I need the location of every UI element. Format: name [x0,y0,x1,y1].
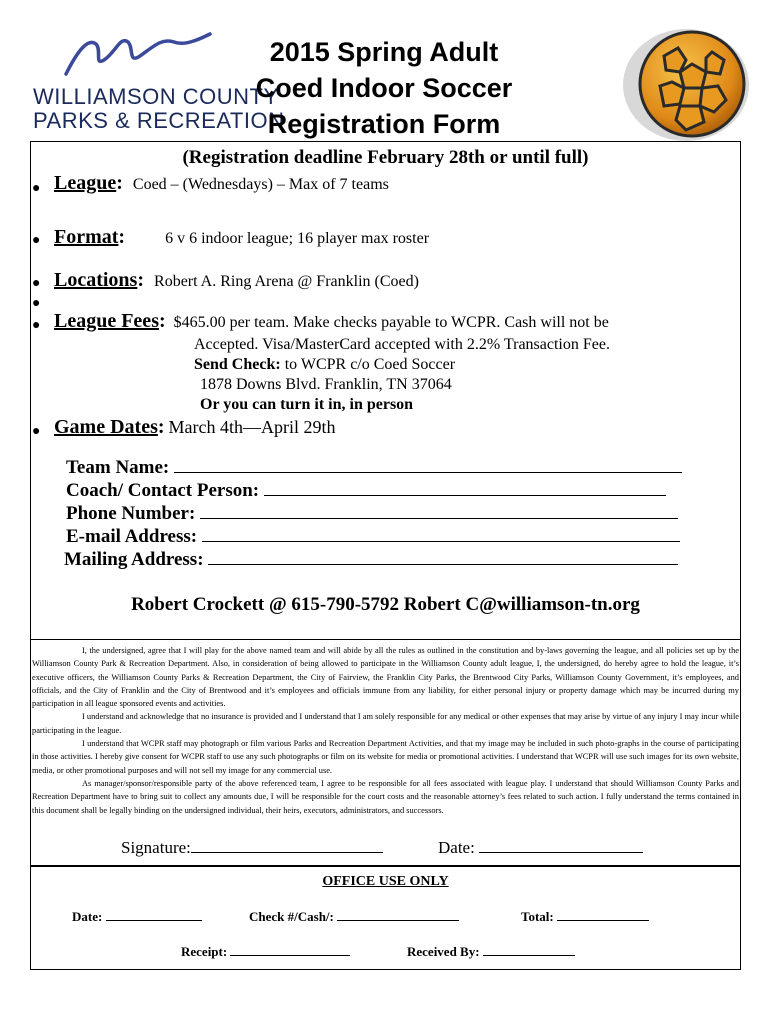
phone-input[interactable] [200,500,678,519]
phone-row [66,500,678,525]
bullet-icon: ● [32,181,41,196]
signature-date-input[interactable] [479,838,643,853]
legal-waiver [32,644,739,817]
wcpr-logo-swoosh [58,30,218,82]
contact-info: Robert Crockett @ 615-790-5792 Robert C@williamson-tn.org [131,594,640,615]
format-label: Format [54,226,119,248]
bullet-icon: ● [32,424,41,439]
team-name-input[interactable] [174,454,682,473]
signature-date-label: Date: [438,838,475,857]
form-title-line-2: Coed Indoor Soccer [255,73,513,103]
fees-line-1: $465.00 per team. Make checks payable to WCPR. Cash will not be [173,314,609,331]
office-receipt-row [181,943,350,960]
locations-label: Locations [54,269,138,291]
game-dates-row: Game Dates: March 4th—April 29th [54,416,336,438]
signature-row [121,838,383,858]
game-dates-value: March 4th—April 29th [168,417,336,437]
signature-date-row [438,838,643,858]
mailing-row [64,546,678,571]
league-row: League: Coed – (Wednesdays) – Max of 7 teams [54,172,389,194]
mailing-input[interactable] [208,546,678,565]
bullet-icon: ● [32,296,41,311]
email-row [66,523,680,548]
waiver-paragraph: I, the undersigned, agree that I will play for the above named team and will abide by all the rules as outlined in the constitution and by-laws governing the league, and all policies set up by the Williamson County Park & Recreation Department. Also, in consideration of being allowed to participate in the Williamson County adult league, I, the undersigned, do hereby agree to hold the league, it’s executive officers, the Williamson County Parks & Recreation Department, the City of Fairview, the Franklin City Parks, the Brentwood City Parks, Williamson County Government, it’s employees, and officials, and the City of Franklin and the City of Brentwood and it’s employees and officials immune from any liability, for either personal injury or property damage which may be incurred during my participation in all league sponsored events and activities. [32,646,739,709]
legal-divider [30,639,741,640]
office-date-label: Date: [72,909,103,924]
waiver-paragraph: I understand that WCPR staff may photograph or film various Parks and Recreation Department Activities, and that my image may be included in such photo-graphs in the course of participating in those activities. I hereby give consent for WCPR staff to use any such photographs or film on its website for media or promotional activities. I understand that WCPR will use such images for its own website, media, or other promotional purposes and will not sell my image for any commercial use. [32,739,739,775]
phone-label: Phone Number: [66,503,196,524]
office-check-row [249,908,459,925]
logo-line-2: PARKS & RECREATION [33,108,285,133]
office-check-label: Check #/Cash/: [249,909,334,924]
fees-send-row [194,356,455,374]
office-total-row [521,908,649,925]
email-label: E-mail Address: [66,526,198,547]
form-title-line-1: 2015 Spring Adult [269,37,499,67]
team-name-row [66,454,682,479]
bullet-icon: ● [32,233,41,248]
office-received-input[interactable] [483,943,575,956]
office-total-label: Total: [521,909,554,924]
team-name-label: Team Name: [66,457,170,478]
office-received-label: Received By: [407,944,480,959]
bullet-icon: ● [32,318,41,333]
office-date-row [72,908,202,925]
office-date-input[interactable] [106,908,202,921]
office-receipt-input[interactable] [230,943,350,956]
fees-address: 1878 Downs Blvd. Franklin, TN 37064 [200,376,452,393]
coach-input[interactable] [264,477,666,496]
signature-label: Signature: [121,838,191,857]
fees-row: League Fees: $465.00 per team. Make checks payable to WCPR. Cash will not be [54,310,609,332]
office-receipt-label: Receipt: [181,944,228,959]
coach-row [66,477,666,502]
fees-label: League Fees [54,310,159,332]
signature-input[interactable] [191,838,383,853]
waiver-paragraph: As manager/sponsor/responsible party of the above referenced team, I agree to be responsible for all fees associated with league play. I understand that should Williamson County Parks and Recreation Department have to bring suit to collect any amounts due, I will be responsible for the court costs and the reasonable attorney’s fees related to such action. I fully understand the terms contained in this document shall be legally binding on the undersigned individual, their heirs, executors, administrators, and successors. [32,778,739,815]
fees-send-label: Send Check: [194,356,281,373]
office-use-title: OFFICE USE ONLY [322,874,449,889]
locations-row: Locations: Robert A. Ring Arena @ Franklin (Coed) [54,269,419,291]
fees-line-2: Accepted. Visa/MasterCard accepted with 2.2% Transaction Fee. [194,336,610,353]
email-input[interactable] [202,523,680,542]
logo-line-1: WILLIAMSON COUNTY [33,84,279,109]
registration-deadline: (Registration deadline February 28th or until full) [182,147,589,168]
office-received-row [407,943,575,960]
mailing-label: Mailing Address: [64,549,204,570]
bullet-icon: ● [32,276,41,291]
soccer-ball-icon [620,26,752,144]
office-divider [30,865,741,867]
coach-label: Coach/ Contact Person: [66,480,260,501]
format-value: 6 v 6 indoor league; 16 player max roster [165,230,430,247]
format-row: Format: 6 v 6 indoor league; 16 player max roster [54,226,430,248]
office-check-input[interactable] [337,908,459,921]
fees-in-person: Or you can turn it in, in person [200,396,414,413]
waiver-paragraph: I understand and acknowledge that no insurance is provided and I understand that I am solely responsible for any medical or other expenses that may arise by virtue of any injury I may incur while participating in the league. [32,712,739,735]
locations-value: Robert A. Ring Arena @ Franklin (Coed) [154,273,419,290]
office-total-input[interactable] [557,908,649,921]
game-dates-label: Game Dates [54,416,158,438]
league-value: Coed – (Wednesdays) – Max of 7 teams [132,176,389,193]
fees-send-value: to WCPR c/o Coed Soccer [284,356,456,373]
form-title-line-3: Registration Form [267,109,501,139]
league-label: League [54,172,117,194]
